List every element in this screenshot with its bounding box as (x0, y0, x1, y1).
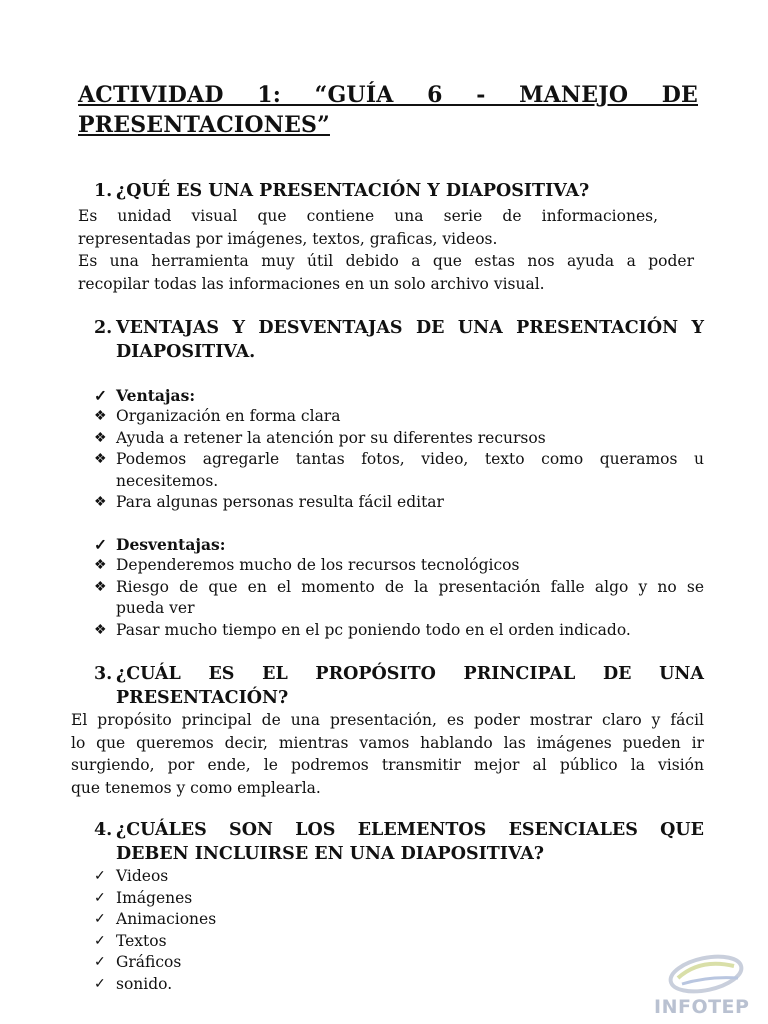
list-item: ✓ Imágenes (94, 888, 394, 910)
check-icon: ✓ (94, 889, 106, 906)
check-icon: ✓ (94, 911, 106, 927)
list-item: ❖ Podemos agregarle tantas fotos, video, texto como queramos u necesitemos. (94, 449, 704, 492)
list-item: ❖ Riesgo de que en el momento de la presentación falle algo y no se pueda ver (94, 577, 704, 620)
ventajas-label: ✓ Ventajas: (94, 386, 196, 405)
check-icon: ✓ (94, 535, 107, 554)
diamond-bullet-icon: ❖ (94, 578, 107, 595)
section-4-heading: 4. ¿CUÁLES SON LOS ELEMENTOS ESENCIALES QUE DEBEN INCLUIRSE EN UNA DIAPOSITIVA? (94, 820, 704, 864)
list-item: ✓ Textos (94, 931, 394, 953)
check-icon: ✓ (94, 386, 107, 405)
desventajas-list (94, 555, 704, 641)
list-item: ✓ Videos (94, 866, 394, 888)
list-item: ❖ Dependeremos mucho de los recursos tecnológicos (94, 555, 704, 577)
check-icon: ✓ (94, 932, 106, 949)
elements-list (94, 866, 394, 995)
list-item: ❖ Ayuda a retener la atención por su diferentes recursos (94, 428, 704, 450)
diamond-bullet-icon: ❖ (94, 621, 107, 638)
infotep-logo-text: INFOTEP (654, 996, 750, 1018)
section-2-heading: 2. VENTAJAS Y DESVENTAJAS DE UNA PRESENTACIÓN Y DIAPOSITIVA. (94, 318, 704, 362)
list-item: ✓ Animaciones (94, 909, 394, 931)
section-3-paragraph: El propósito principal de una presentación, es poder mostrar claro y fácil lo que queremos decir, mientras vamos hablando las imágenes pueden ir surgiendo, por ende, le podremos transmitir mejor al público la visión que tenemos y como emplearla. (71, 711, 704, 797)
check-icon: ✓ (94, 868, 106, 884)
diamond-bullet-icon: ❖ (94, 494, 107, 510)
list-item: ✓ sonido. (94, 974, 394, 996)
diamond-bullet-icon: ❖ (94, 557, 107, 573)
check-icon: ✓ (94, 975, 106, 992)
list-item: ❖ Pasar mucho tiempo en el pc poniendo todo en el orden indicado. (94, 620, 704, 642)
diamond-bullet-icon: ❖ (94, 429, 107, 446)
list-item: ❖ Para algunas personas resulta fácil editar (94, 492, 704, 514)
section-1-heading: 1. ¿QUÉ ES UNA PRESENTACIÓN Y DIAPOSITIVA? (94, 181, 590, 201)
list-item: ✓ Gráficos (94, 952, 394, 974)
list-item: ❖ Organización en forma clara (94, 406, 704, 428)
section-3-heading: 3. ¿CUÁL ES EL PROPÓSITO PRINCIPAL DE UNA PRESENTACIÓN? (94, 664, 704, 708)
desventajas-label: ✓ Desventajas: (94, 535, 226, 554)
diamond-bullet-icon: ❖ (94, 451, 107, 467)
diamond-bullet-icon: ❖ (94, 408, 107, 424)
page-title: ACTIVIDAD 1: “GUÍA 6 - MANEJO DE PRESENTACIONES” (78, 82, 698, 138)
section-1-paragraph-2: Es una herramienta muy útil debido a que estas nos ayuda a poder recopilar todas las informaciones en un solo archivo visual. (78, 252, 694, 293)
check-icon: ✓ (94, 954, 106, 970)
section-1-paragraph: Es unidad visual que contiene una serie de informaciones, representadas por imágenes, textos, graficas, videos. (78, 207, 658, 248)
ventajas-list (94, 406, 704, 514)
